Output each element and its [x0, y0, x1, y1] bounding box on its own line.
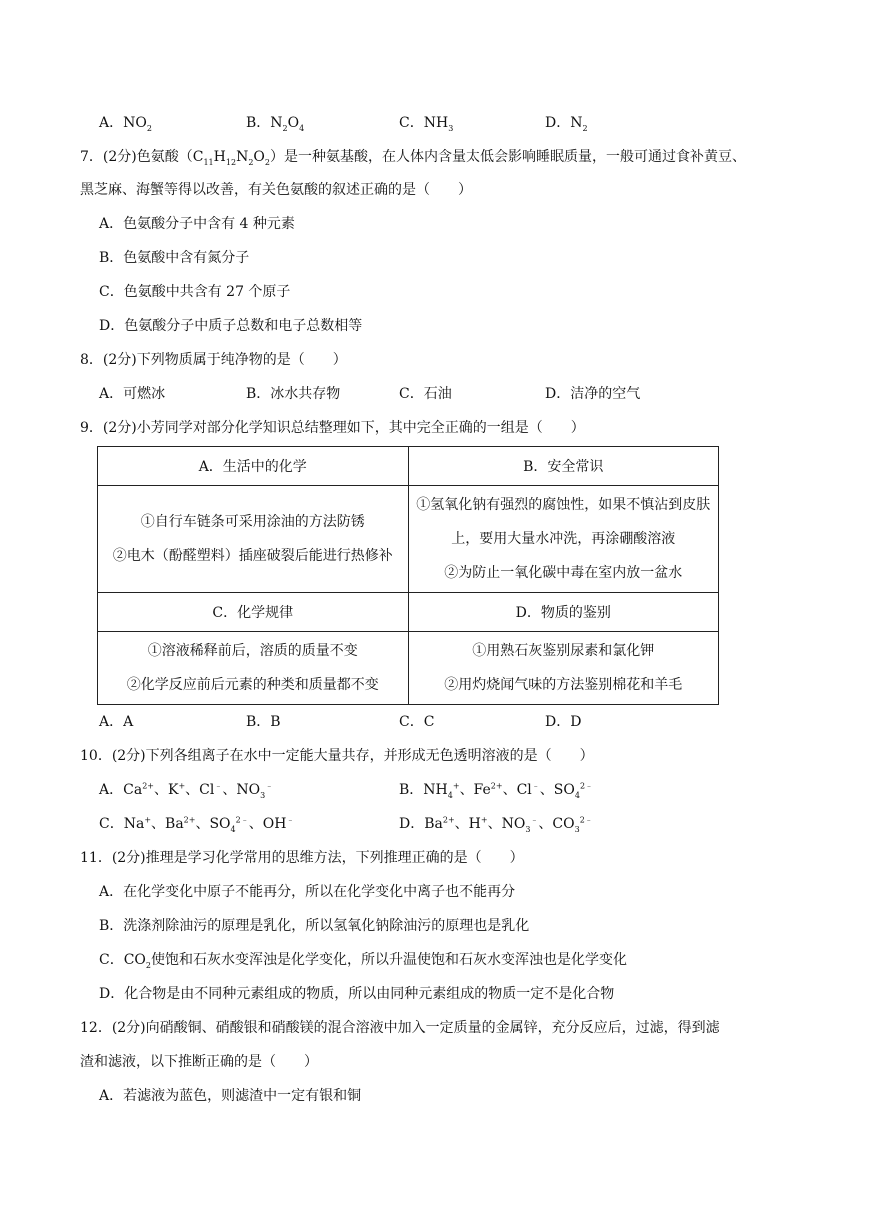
- q7-option-c: C．色氨酸中共含有 27 个原子: [99, 284, 291, 300]
- table-b-item-2: ②为防止一氧化碳中毒在室内放一盆水: [444, 565, 683, 581]
- q10-option-c: C．Na+、$Ba^{2+}$、$SO_4^{2﹣}$、OH﹣: [99, 815, 295, 834]
- q6-option-a: A．$NO_2$: [99, 115, 152, 133]
- table-cell-c-body: [98, 632, 409, 705]
- q6-option-b: B．$N_2O_4$: [246, 115, 305, 133]
- q12-stem-line2: 渣和滤液，以下推断正确的是（ ）: [80, 1054, 318, 1070]
- q10-option-d: D．$Ba^{2+}$、H+、$NO_3^﹣$、$CO_3^{2﹣}$: [399, 815, 593, 834]
- table-c-item-1: ①溶液稀释前后，溶质的质量不变: [147, 643, 358, 659]
- q7-option-b: B．色氨酸中含有氮分子: [99, 250, 250, 266]
- q10-stem: 10．(2分)下列各组离子在水中一定能大量共存，并形成无色透明溶液的是（ ）: [80, 748, 594, 764]
- q9-option-c: C．C: [399, 714, 435, 730]
- q6-option-d: D．$N_2$: [545, 115, 588, 133]
- table-cell-d-head: D．物质的鉴别: [408, 593, 719, 632]
- table-a-item-1: ①自行车链条可采用涂油的方法防锈: [140, 514, 365, 530]
- q7-option-d: D．色氨酸分子中质子总数和电子总数相等: [99, 318, 363, 334]
- q9-stem: 9．(2分)小芳同学对部分化学知识总结整理如下，其中完全正确的一组是（ ）: [80, 420, 585, 436]
- q7-stem-line2: 黑芝麻、海蟹等得以改善，有关色氨酸的叙述正确的是（ ）: [80, 182, 472, 198]
- table-cell-d-body: [408, 632, 719, 705]
- q10-option-b: B．$NH_4^+$、$Fe^{2+}$、Cl﹣、$SO_4^{2﹣}$: [399, 781, 594, 800]
- q12-option-a: A．若滤液为蓝色，则滤渣中一定有银和铜: [99, 1088, 362, 1104]
- q11-stem: 11．(2分)推理是学习化学常用的思维方法，下列推理正确的是（ ）: [80, 850, 524, 866]
- q8-option-b: B．冰水共存物: [246, 386, 341, 402]
- q8-stem: 8．(2分)下列物质属于纯净物的是（ ）: [80, 352, 347, 368]
- table-d-item-1: ①用熟石灰鉴别尿素和氯化钾: [472, 643, 655, 659]
- q10-option-a: A．$Ca^{2+}$、K+、Cl﹣、$NO_3^﹣$: [99, 781, 274, 800]
- q7-option-a: A．色氨酸分子中含有 4 种元素: [99, 216, 295, 232]
- table-cell-b-body: [408, 486, 719, 593]
- table-a-item-2: ②电木（酚醛塑料）插座破裂后能进行热修补: [112, 548, 393, 564]
- q11-option-d: D．化合物是由不同种元素组成的物质，所以由同种元素组成的物质一定不是化合物: [99, 986, 615, 1002]
- q8-option-c: C．石油: [399, 386, 452, 402]
- q11-option-a: A．在化学变化中原子不能再分，所以在化学变化中离子也不能再分: [99, 884, 516, 900]
- q7-stem-line1: 7．(2分)色氨酸$(C_{11}H_{12}N_2O_2)$是一种氨基酸，在人体内含量太低会影响睡眠质量，一般可通过食补黄豆、: [80, 149, 746, 167]
- table-c-item-2: ②化学反应前后元素的种类和质量都不变: [126, 677, 379, 693]
- q11-option-c: C．$CO_2$使饱和石灰水变浑浊是化学变化，所以升温使饱和石灰水变浑浊也是化学变化: [99, 952, 627, 970]
- q9-knowledge-table: [97, 446, 719, 705]
- table-b-item-1: ①氢氧化钠有强烈的腐蚀性，如果不慎沾到皮肤上，要用大量水冲洗，再涂硼酸溶液: [416, 497, 711, 547]
- table-cell-a-body: [98, 486, 409, 593]
- q12-stem-line1: 12．(2分)向硝酸铜、硝酸银和硝酸镁的混合溶液中加入一定质量的金属锌，充分反应后，过滤，得到滤: [80, 1020, 720, 1036]
- q8-option-a: A．可燃冰: [99, 386, 166, 402]
- q9-option-a: A．A: [99, 714, 134, 730]
- table-d-item-2: ②用灼烧闻气味的方法鉴别棉花和羊毛: [444, 677, 683, 693]
- q11-option-b: B．洗涤剂除油污的原理是乳化，所以氢氧化钠除油污的原理也是乳化: [99, 918, 530, 934]
- q9-option-b: B．B: [246, 714, 281, 730]
- table-cell-c-head: C．化学规律: [98, 593, 409, 632]
- q9-option-d: D．D: [545, 714, 582, 730]
- table-cell-b-head: B．安全常识: [408, 447, 719, 486]
- q6-option-c: C．$NH_3$: [399, 115, 454, 133]
- q8-option-d: D．洁净的空气: [545, 386, 641, 402]
- table-cell-a-head: A．生活中的化学: [98, 447, 409, 486]
